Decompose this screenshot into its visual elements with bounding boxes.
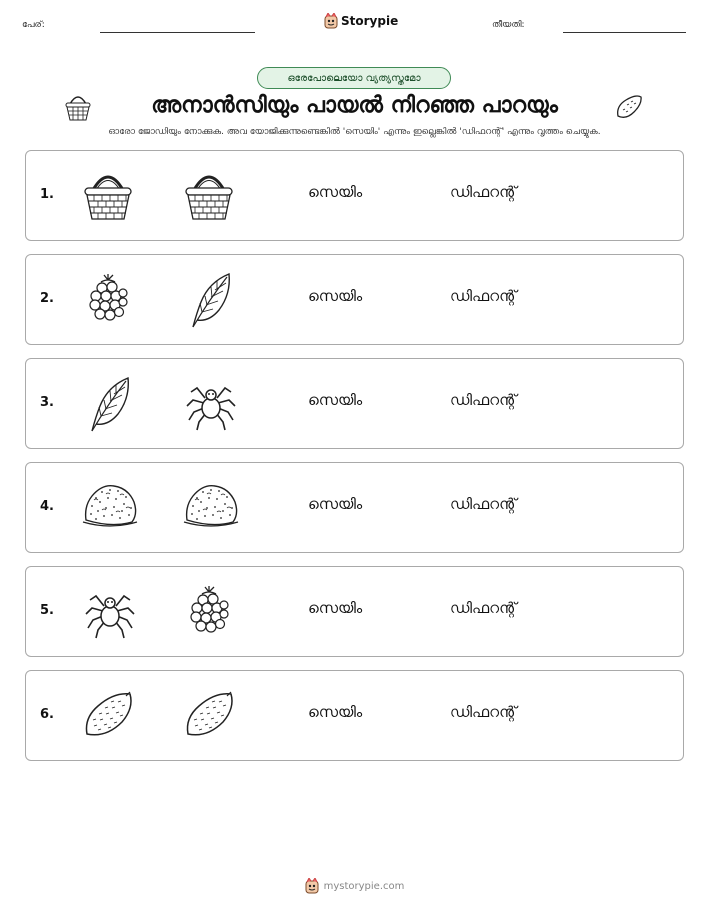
footer-url[interactable]: mystorypie.com — [323, 880, 405, 892]
yam-icon — [82, 688, 136, 742]
question-row — [25, 462, 684, 553]
leaf-icon — [183, 272, 235, 330]
different-option[interactable]: ഡിഫറന്റ് — [450, 599, 517, 617]
instructions-text: ഓരോ ജോഡിയും നോക്കുക. അവ യോജിക്കുന്നുണ്ടെങ്കിൽ 'സെയിം' എന്നും ഇല്ലെങ്കിൽ 'ഡിഫറന്റ്' എന്നും വൃത്തം ചെയ്യുക. — [108, 127, 601, 137]
same-option[interactable]: സെയിം — [308, 287, 363, 305]
title-row — [0, 90, 709, 124]
storypie-mascot-icon — [305, 878, 319, 894]
yam-icon — [614, 92, 644, 122]
question-row — [25, 358, 684, 449]
berry-icon — [82, 272, 134, 326]
same-option[interactable]: സെയിം — [308, 495, 363, 513]
question-row — [25, 150, 684, 241]
question-row — [25, 670, 684, 761]
basket-icon — [82, 168, 134, 222]
question-row — [25, 254, 684, 345]
different-option[interactable]: ഡിഫറന്റ് — [450, 183, 517, 201]
different-option[interactable]: ഡിഫറന്റ് — [450, 495, 517, 513]
footer — [0, 878, 709, 894]
same-option[interactable]: സെയിം — [308, 391, 363, 409]
different-option[interactable]: ഡിഫറന്റ് — [450, 391, 517, 409]
question-number: 5. — [40, 603, 54, 618]
different-option[interactable]: ഡിഫറന്റ് — [450, 287, 517, 305]
question-number: 4. — [40, 499, 54, 514]
berry-icon — [183, 584, 235, 638]
question-number: 6. — [40, 707, 54, 722]
worksheet-title: അനാൻസിയും പായൽ നിറഞ്ഞ പാറയും — [151, 93, 558, 118]
same-option[interactable]: സെയിം — [308, 183, 363, 201]
date-label: തീയതി: — [492, 20, 525, 30]
date-line[interactable] — [563, 32, 686, 33]
yam-icon — [183, 688, 237, 742]
same-option[interactable]: സെയിം — [308, 703, 363, 721]
same-option[interactable]: സെയിം — [308, 599, 363, 617]
mossy-rock-icon — [82, 480, 138, 530]
different-option[interactable]: ഡിഫറന്റ് — [450, 703, 517, 721]
question-number: 2. — [40, 291, 54, 306]
question-row — [25, 566, 684, 657]
brand-logo — [324, 13, 398, 29]
activity-badge: ഒരേപോലെയോ വ്യത്യസ്തമോ — [257, 67, 451, 89]
question-number: 1. — [40, 187, 54, 202]
question-number: 3. — [40, 395, 54, 410]
worksheet-header — [0, 0, 709, 50]
leaf-icon — [82, 376, 134, 434]
brand-name: Storypie — [341, 14, 399, 28]
name-line[interactable] — [100, 32, 255, 33]
spider-icon — [82, 584, 138, 640]
mossy-rock-icon — [183, 480, 239, 530]
storypie-mascot-icon — [324, 13, 338, 29]
name-label: പേര്: — [22, 20, 45, 30]
basket-icon — [183, 168, 235, 222]
spider-icon — [183, 376, 239, 432]
